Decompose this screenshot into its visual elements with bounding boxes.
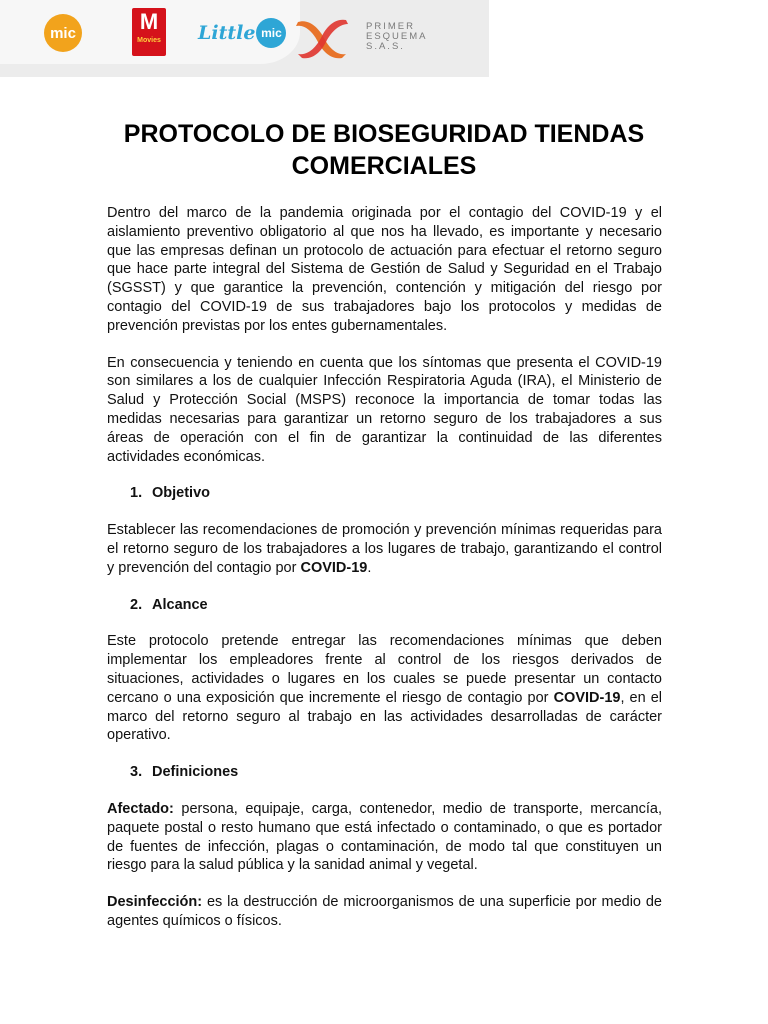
definition-term: Afectado: bbox=[107, 800, 174, 817]
definition-text: es la destrucción de microorganismos de una superficie por medio de agentes químicos o físicos. bbox=[107, 894, 662, 929]
primer-esquema-logo-text bbox=[366, 22, 428, 52]
definition-text: persona, equipaje, carga, contenedor, medio de transporte, mercancía, paquete postal o resto humano que está infectado o contaminado, o que es portador de fuentes de infección, plagas o contaminación, de modo tal que constituyen un riesgo para la salud pública y la sanidad animal y vegetal. bbox=[107, 800, 662, 874]
definition-desinfeccion bbox=[107, 893, 662, 931]
intro-paragraph-1: Dentro del marco de la pandemia originada por el contagio del COVID-19 y el aislamiento preventivo obligatorio al que nos ha llevado, es importante y necesario que las empresas definan un protocolo de actuación para efectuar el retorno seguro que hace parte integral del Sistema de Gestión de Salud y Seguridad en el Trabajo (SGSST) y que garantice la prevención, contención y mitigación del riesgo por contagio del COVID-19 de sus trabajadores bajo los protocolos y medidas de prevención previstas por los entes gubernamentales. bbox=[107, 205, 662, 334]
alcance-paragraph bbox=[107, 632, 662, 745]
intro-paragraph-2: En consecuencia y teniendo en cuenta que los síntomas que presenta el COVID-19 son similares a los de cualquier Infección Respiratoria Aguda (IRA), el Ministerio de Salud y Protección Social (MSPS) reconoce la importancia de tomar todas las medidas necesarias para garantizar un retorno seguro de los trabajadores a sus áreas de operación con el fin de garantizar la continuidad de las diferentes actividades económicas. bbox=[107, 354, 662, 465]
movies-logo-word: Movies bbox=[137, 37, 161, 44]
section-heading-alcance bbox=[107, 596, 662, 615]
section-title: Alcance bbox=[152, 596, 208, 613]
section-title: Objetivo bbox=[152, 485, 211, 502]
primer-esquema-x-icon bbox=[294, 16, 350, 60]
company-line-1: PRIMER bbox=[366, 21, 415, 32]
document-body bbox=[107, 204, 662, 931]
movies-logo-letter: M bbox=[139, 9, 159, 34]
section-number: 1. bbox=[130, 485, 143, 502]
mic-logo bbox=[44, 14, 82, 52]
header-banner bbox=[0, 0, 489, 77]
little-mic-logo bbox=[198, 14, 286, 52]
definition-term: Desinfección: bbox=[107, 894, 203, 911]
company-line-2: ESQUEMA bbox=[366, 31, 428, 42]
section-heading-definiciones bbox=[107, 763, 662, 782]
section-number: 3. bbox=[130, 764, 143, 781]
objetivo-after: . bbox=[367, 559, 372, 576]
section-heading-objetivo bbox=[107, 484, 662, 503]
little-mic-logo-ball: mic bbox=[256, 18, 286, 48]
little-mic-logo-word: Little bbox=[198, 22, 256, 44]
mic-logo-text: mic bbox=[50, 24, 76, 42]
alcance-bold: COVID-19 bbox=[553, 689, 621, 706]
definition-afectado bbox=[107, 800, 662, 875]
section-title: Definiciones bbox=[152, 764, 239, 781]
company-line-3: S.A.S. bbox=[366, 41, 405, 52]
document-title: PROTOCOLO DE BIOSEGURIDAD TIENDAS COMERCIALES bbox=[123, 120, 645, 180]
objetivo-paragraph bbox=[107, 521, 662, 577]
section-number: 2. bbox=[130, 596, 143, 613]
objetivo-text: Establecer las recomendaciones de promoción y prevención mínimas requeridas para el retorno seguro de los trabajadores a los lugares de trabajo, garantizando el control y prevención del contagio por bbox=[107, 522, 662, 576]
alcance-after: , en el marco del retorno seguro al trabajo en las actividades desarrolladas de carácter operativo. bbox=[107, 689, 663, 744]
objetivo-bold: COVID-19 bbox=[300, 559, 368, 576]
alcance-text: Este protocolo pretende entregar las recomendaciones mínimas que deben implementar los empleadores frente al control de los riesgos derivados de situaciones, actividades o lugares en los cuales se puede presentar un contacto cercano o una exposición que incremente el riesgo de contagio por bbox=[107, 633, 662, 706]
movies-logo bbox=[132, 8, 166, 56]
